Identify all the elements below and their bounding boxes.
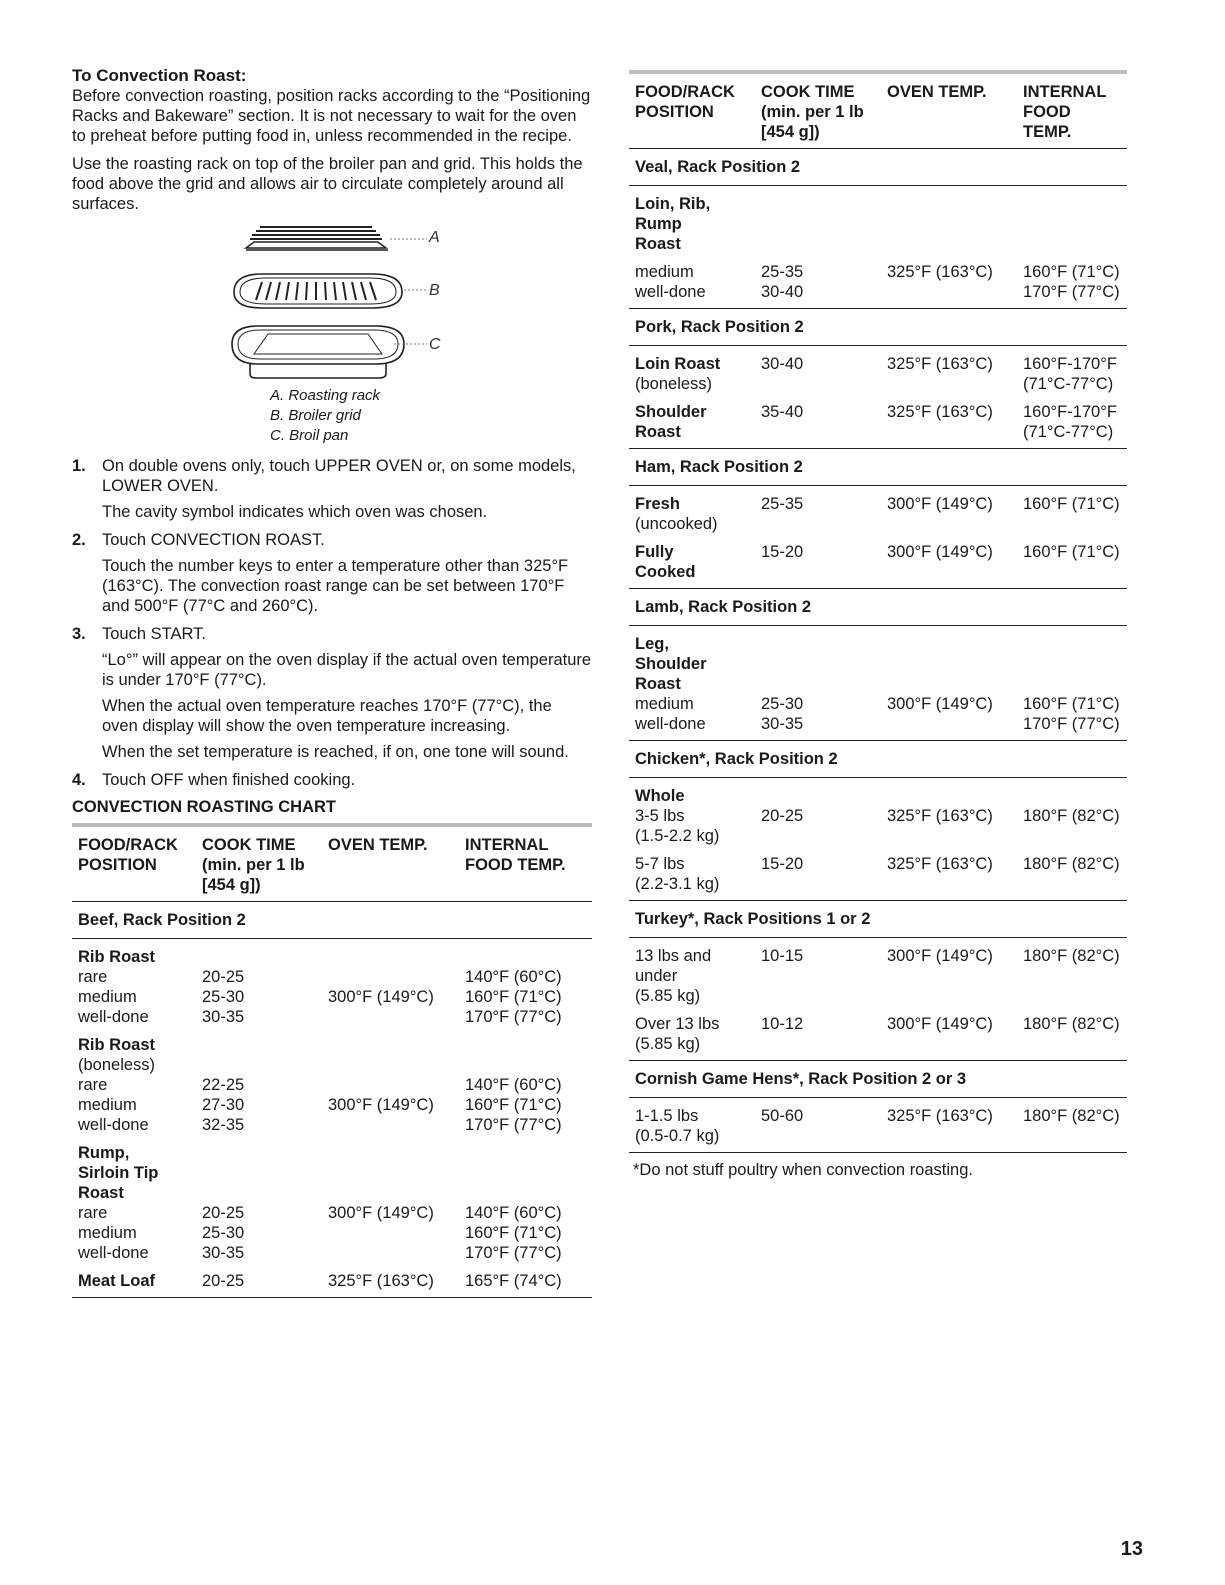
header-cook-time: COOK TIME (min. per 1 lb [454 g]) [755, 72, 881, 149]
roasting-rack-drawing [246, 226, 427, 250]
table-row [629, 626, 1127, 655]
chart-title: CONVECTION ROASTING CHART [72, 798, 336, 816]
food-cell: Cooked [629, 562, 755, 589]
internal-temp-cell [459, 1135, 592, 1163]
internal-temp-cell: 180°F (82°C) [1023, 807, 1120, 825]
right-column [629, 70, 1127, 1180]
internal-temp-cell [1017, 514, 1127, 534]
cook-time-cell: 25-30 [202, 1224, 245, 1242]
table-row [72, 1243, 592, 1263]
food-cell: (5.85 kg) [629, 1034, 755, 1061]
internal-temp-cell: 160°F-170°F [1023, 403, 1117, 421]
cook-time-cell: 30-40 [755, 282, 881, 309]
cook-time-cell [755, 214, 881, 234]
step-note: The cavity symbol indicates which oven was chosen. [102, 503, 488, 521]
food-cell: Roast [635, 235, 681, 253]
oven-temp-cell [322, 939, 459, 968]
internal-temp-cell [1017, 626, 1127, 655]
cook-time-cell [755, 234, 881, 254]
internal-temp-cell [1017, 966, 1127, 986]
food-cell: Rump [635, 215, 682, 233]
chart-section-row [629, 901, 1127, 938]
cook-time-cell [755, 1126, 881, 1153]
food-cell: Sirloin Tip [78, 1164, 159, 1182]
table-row [629, 1034, 1127, 1061]
internal-temp-cell: 160°F (71°C) [1023, 495, 1120, 513]
cook-time-cell: 30-35 [755, 714, 881, 741]
table-row [629, 778, 1127, 807]
table-row [629, 514, 1127, 534]
oven-temp-cell [881, 826, 1017, 846]
header-oven-temp: OVEN TEMP. [322, 825, 459, 902]
oven-temp-cell [881, 234, 1017, 254]
chart-section-title: Cornish Game Hens*, Rack Position 2 or 3 [629, 1061, 1127, 1098]
food-cell: Rump, [78, 1144, 130, 1162]
cook-time-cell: 30-35 [202, 1008, 245, 1026]
roasting-figure [72, 222, 592, 452]
oven-temp-cell: 325°F (163°C) [887, 263, 993, 281]
oven-temp-cell [881, 422, 1017, 449]
internal-temp-cell: 140°F (60°C) [465, 1204, 562, 1222]
cook-time-cell: 15-20 [761, 543, 804, 561]
food-cell: 5-7 lbs [635, 855, 685, 873]
oven-temp-cell: 300°F (149°C) [328, 1096, 434, 1114]
food-cell: medium [635, 695, 694, 713]
step-text: Touch OFF when finished cooking. [102, 771, 356, 789]
food-cell: Whole [635, 787, 685, 805]
chart-section-row [629, 309, 1127, 346]
cook-time-cell [755, 986, 881, 1006]
internal-temp-cell [1017, 186, 1127, 215]
food-cell: 13 lbs and [635, 947, 712, 965]
internal-temp-cell: (71°C-77°C) [1023, 375, 1114, 393]
internal-temp-cell: 140°F (60°C) [465, 1076, 562, 1094]
table-row [629, 254, 1127, 282]
oven-temp-cell [322, 967, 459, 987]
oven-temp-cell: 325°F (163°C) [887, 403, 993, 421]
oven-temp-cell: 325°F (163°C) [887, 355, 993, 373]
table-row [72, 1095, 592, 1115]
cook-time-cell: 22-25 [202, 1076, 245, 1094]
food-cell: Shoulder [635, 403, 707, 421]
table-row [629, 694, 1127, 714]
page-number: 13 [1120, 1538, 1143, 1560]
cook-time-cell [755, 514, 881, 534]
table-row [72, 1223, 592, 1243]
table-row [629, 422, 1127, 449]
oven-temp-cell: 325°F (163°C) [322, 1263, 459, 1298]
table-row [629, 1098, 1127, 1127]
cook-time-cell [196, 939, 322, 968]
internal-temp-cell [459, 1027, 592, 1055]
food-cell: Loin Roast [635, 355, 721, 373]
cook-time-cell: 25-35 [761, 495, 804, 513]
cook-time-cell: 20-25 [196, 1263, 322, 1298]
table-row [629, 674, 1127, 694]
food-cell: medium [78, 988, 137, 1006]
table-row [72, 1203, 592, 1223]
food-cell: (boneless) [635, 375, 713, 393]
table-row [72, 1007, 592, 1027]
food-cell: under [635, 967, 678, 985]
internal-temp-cell: 180°F (82°C) [1023, 1107, 1120, 1125]
food-cell: (5.85 kg) [635, 987, 701, 1005]
internal-temp-cell: 160°F (71°C) [465, 988, 562, 1006]
internal-temp-cell: 180°F (82°C) [1023, 855, 1120, 873]
internal-temp-cell [1017, 234, 1127, 254]
internal-temp-cell [1017, 562, 1127, 589]
internal-temp-cell: 180°F (82°C) [1023, 947, 1120, 965]
cook-time-cell: 10-15 [761, 947, 804, 965]
callout-b: B [429, 282, 440, 299]
oven-temp-cell [322, 1115, 459, 1135]
food-cell: Rib Roast [78, 948, 156, 966]
internal-temp-cell [459, 1055, 592, 1075]
food-cell: well-done [78, 1008, 149, 1026]
table-row [72, 1183, 592, 1203]
cook-time-cell [755, 826, 881, 846]
cook-time-cell: 20-25 [202, 968, 245, 986]
oven-temp-cell [322, 1135, 459, 1163]
food-cell: Roast [629, 422, 755, 449]
chart-section-row [629, 589, 1127, 626]
oven-temp-cell [881, 214, 1017, 234]
food-cell: well-done [629, 282, 755, 309]
internal-temp-cell: 170°F (77°C) [465, 1116, 562, 1134]
cook-time-cell: 30-35 [202, 1244, 245, 1262]
callout-a: A [429, 229, 440, 246]
header-oven-temp: OVEN TEMP. [881, 72, 1017, 149]
cook-time-cell: 20-25 [202, 1204, 245, 1222]
oven-temp-cell [881, 654, 1017, 674]
internal-temp-cell: 160°F (71°C) [1023, 543, 1120, 561]
cook-time-cell [755, 186, 881, 215]
food-cell: Fully [635, 543, 674, 561]
oven-temp-cell [881, 374, 1017, 394]
left-column [72, 66, 592, 1298]
oven-temp-cell [881, 874, 1017, 901]
oven-temp-cell: 300°F (149°C) [887, 1015, 993, 1033]
table-row [629, 874, 1127, 901]
food-cell: Fresh [635, 495, 680, 513]
internal-temp-cell [1017, 1034, 1127, 1061]
cook-time-cell [755, 374, 881, 394]
table-row [629, 966, 1127, 986]
chart-section-title: Lamb, Rack Position 2 [629, 589, 1127, 626]
callout-c: C [429, 336, 441, 353]
table-row [629, 714, 1127, 741]
table-row [629, 486, 1127, 515]
cook-time-cell [755, 874, 881, 901]
oven-temp-cell [881, 514, 1017, 534]
oven-temp-cell: 325°F (163°C) [887, 855, 993, 873]
cook-time-cell [755, 422, 881, 449]
internal-temp-cell: 170°F (77°C) [1017, 282, 1127, 309]
food-cell: well-done [78, 1116, 149, 1134]
oven-temp-cell [881, 1034, 1017, 1061]
food-cell: Roast [635, 675, 681, 693]
cook-time-cell [755, 1034, 881, 1061]
convection-roasting-chart-left [72, 823, 592, 1298]
food-cell: well-done [629, 714, 755, 741]
internal-temp-cell: 160°F (71°C) [1023, 263, 1120, 281]
oven-temp-cell: 300°F (149°C) [887, 947, 993, 965]
cook-time-cell [196, 1163, 322, 1183]
step-number: 2. [72, 531, 86, 549]
food-cell: (2.2-3.1 kg) [629, 874, 755, 901]
table-row [72, 939, 592, 968]
cook-time-cell [755, 674, 881, 694]
chart-section-row [629, 149, 1127, 186]
internal-temp-cell: 160°F (71°C) [1023, 695, 1120, 713]
oven-temp-cell [881, 778, 1017, 807]
table-row [629, 562, 1127, 589]
step-item [72, 624, 592, 762]
section-heading: To Convection Roast: [72, 66, 247, 85]
table-row [72, 1263, 592, 1298]
cook-time-cell [196, 1183, 322, 1203]
step-text: On double ovens only, touch UPPER OVEN or, on some models, LOWER OVEN. [102, 457, 576, 495]
oven-temp-cell: 300°F (149°C) [328, 1204, 434, 1222]
oven-temp-cell [881, 626, 1017, 655]
internal-temp-cell: 170°F (77°C) [1017, 714, 1127, 741]
table-row [629, 654, 1127, 674]
internal-temp-cell: 160°F (71°C) [465, 1096, 562, 1114]
intro-paragraph-2: Use the roasting rack on top of the broiler pan and grid. This holds the food above the grid and allows air to circulate completely around all surfaces. [72, 155, 583, 213]
broiler-grid-drawing [234, 274, 427, 308]
food-cell: medium [635, 263, 694, 281]
header-internal-temp: INTERNAL FOOD TEMP. [459, 825, 592, 902]
oven-temp-cell [322, 1163, 459, 1183]
header-internal-temp: INTERNAL FOOD TEMP. [1017, 72, 1127, 149]
table-row [629, 938, 1127, 967]
table-row [72, 1163, 592, 1183]
oven-temp-cell [881, 714, 1017, 741]
food-cell: (1.5-2.2 kg) [635, 827, 720, 845]
table-row [629, 186, 1127, 215]
cook-time-cell: 25-30 [202, 988, 245, 1006]
footnote: *Do not stuff poultry when convection roasting. [633, 1161, 973, 1179]
cook-time-cell [196, 1055, 322, 1075]
internal-temp-cell [1017, 826, 1127, 846]
food-cell: (0.5-0.7 kg) [629, 1126, 755, 1153]
header-food-rack: FOOD/RACK POSITION [629, 72, 755, 149]
step-note: When the actual oven temperature reaches 170°F (77°C), the oven display will show the oven temperature increasing. [102, 697, 552, 735]
cook-time-cell [755, 562, 881, 589]
table-row [72, 1115, 592, 1135]
cook-time-cell: 25-35 [761, 263, 804, 281]
oven-temp-cell [881, 986, 1017, 1006]
cook-time-cell: 27-30 [202, 1096, 245, 1114]
convection-roasting-chart-right [629, 70, 1127, 1153]
oven-temp-cell: 300°F (149°C) [887, 695, 993, 713]
oven-temp-cell [881, 282, 1017, 309]
table-row [72, 987, 592, 1007]
cook-time-cell: 10-12 [761, 1015, 804, 1033]
table-row [629, 1126, 1127, 1153]
internal-temp-cell: (71°C-77°C) [1017, 422, 1127, 449]
oven-temp-cell [322, 1223, 459, 1243]
step-note: “Lo°” will appear on the oven display if the actual oven temperature is under 170°F (77°C). [102, 651, 592, 689]
intro-paragraph-1: Before convection roasting, position racks according to the “Positioning Racks and Bakeware” section. It is not necessary to wait for the oven to preheat before putting food in, unless recommended in the recipe. [72, 87, 591, 145]
oven-temp-cell [881, 966, 1017, 986]
internal-temp-cell: 170°F (77°C) [465, 1244, 562, 1262]
cook-time-cell [755, 626, 881, 655]
internal-temp-cell [1017, 778, 1127, 807]
table-row [629, 214, 1127, 234]
internal-temp-cell: 140°F (60°C) [465, 968, 562, 986]
food-cell: medium [78, 1096, 137, 1114]
cook-time-cell [196, 1027, 322, 1055]
food-cell: well-done [78, 1244, 149, 1262]
chart-section-row [72, 902, 592, 939]
cook-time-cell [755, 654, 881, 674]
cook-time-cell: 15-20 [761, 855, 804, 873]
step-number: 3. [72, 625, 86, 643]
step-item [72, 770, 592, 790]
food-cell: (boneless) [78, 1056, 156, 1074]
internal-temp-cell [1017, 1126, 1127, 1153]
internal-temp-cell [1017, 874, 1127, 901]
food-cell: Meat Loaf [72, 1263, 196, 1298]
food-cell: Loin, Rib, [635, 195, 711, 213]
internal-temp-cell: 160°F (71°C) [465, 1224, 562, 1242]
oven-temp-cell [322, 1055, 459, 1075]
internal-temp-cell [459, 1183, 592, 1203]
oven-temp-cell [322, 1183, 459, 1203]
oven-temp-cell [881, 562, 1017, 589]
chart-section-title: Turkey*, Rack Positions 1 or 2 [629, 901, 1127, 938]
food-cell: Rib Roast [78, 1036, 156, 1054]
cook-time-cell: 32-35 [202, 1116, 245, 1134]
chart-section-row [629, 449, 1127, 486]
step-item [72, 456, 592, 522]
table-row [629, 534, 1127, 562]
step-text: Touch START. [102, 625, 206, 643]
food-cell: Leg, [635, 635, 669, 653]
table-row [72, 1135, 592, 1163]
table-row [629, 374, 1127, 394]
cook-time-cell: 25-30 [761, 695, 804, 713]
chart-section-title: Veal, Rack Position 2 [629, 149, 1127, 186]
oven-temp-cell: 300°F (149°C) [328, 988, 434, 1006]
table-row [629, 826, 1127, 846]
oven-temp-cell: 325°F (163°C) [887, 1107, 993, 1125]
oven-temp-cell [322, 1075, 459, 1095]
instruction-steps [72, 456, 592, 790]
food-cell: rare [78, 968, 108, 986]
step-item [72, 530, 592, 616]
chart-section-row [629, 741, 1127, 778]
oven-temp-cell [322, 1027, 459, 1055]
chart-section-title: Pork, Rack Position 2 [629, 309, 1127, 346]
food-cell: Over 13 lbs [635, 1015, 720, 1033]
step-number: 4. [72, 771, 86, 789]
food-cell: 1-1.5 lbs [635, 1107, 699, 1125]
food-cell: (uncooked) [635, 515, 718, 533]
header-food-rack: FOOD/RACK POSITION [72, 825, 196, 902]
step-note: When the set temperature is reached, if on, one tone will sound. [102, 743, 569, 761]
internal-temp-cell: 165°F (74°C) [459, 1263, 592, 1298]
table-row [72, 1027, 592, 1055]
cook-time-cell: 50-60 [761, 1107, 804, 1125]
oven-temp-cell: 300°F (149°C) [887, 543, 993, 561]
header-cook-time: COOK TIME (min. per 1 lb [454 g]) [196, 825, 322, 902]
food-cell: 3-5 lbs [635, 807, 685, 825]
oven-temp-cell [881, 674, 1017, 694]
oven-temp-cell [881, 1126, 1017, 1153]
table-row [629, 282, 1127, 309]
food-cell: Roast [78, 1184, 124, 1202]
cook-time-cell: 35-40 [761, 403, 804, 421]
table-row [629, 806, 1127, 826]
internal-temp-cell [1017, 674, 1127, 694]
caption-broil-pan: C. Broil pan [270, 427, 349, 444]
internal-temp-cell [459, 1163, 592, 1183]
internal-temp-cell [1017, 214, 1127, 234]
table-row [72, 1055, 592, 1075]
cook-time-cell: 20-25 [761, 807, 804, 825]
internal-temp-cell: 160°F-170°F [1023, 355, 1117, 373]
internal-temp-cell: 170°F (77°C) [465, 1008, 562, 1026]
table-row [629, 1006, 1127, 1034]
food-cell: rare [78, 1076, 108, 1094]
table-row [72, 967, 592, 987]
internal-temp-cell [1017, 654, 1127, 674]
table-row [629, 986, 1127, 1006]
food-cell: rare [78, 1204, 108, 1222]
internal-temp-cell [1017, 986, 1127, 1006]
internal-temp-cell: 180°F (82°C) [1023, 1015, 1120, 1033]
oven-temp-cell [322, 1007, 459, 1027]
cook-time-cell: 30-40 [761, 355, 804, 373]
table-row [72, 1075, 592, 1095]
table-row [629, 234, 1127, 254]
food-cell: Shoulder [635, 655, 707, 673]
caption-roasting-rack: A. Roasting rack [270, 387, 381, 404]
cook-time-cell [196, 1135, 322, 1163]
oven-temp-cell: 325°F (163°C) [887, 807, 993, 825]
chart-section-title: Chicken*, Rack Position 2 [629, 741, 1127, 778]
oven-temp-cell [322, 1243, 459, 1263]
oven-temp-cell: 300°F (149°C) [887, 495, 993, 513]
table-row [629, 394, 1127, 422]
chart-section-title: Beef, Rack Position 2 [72, 902, 592, 939]
cook-time-cell [755, 966, 881, 986]
step-note: Touch the number keys to enter a temperature other than 325°F (163°C). The convection roast range can be set between 170°F and 500°F (77°C and 260°C). [102, 557, 569, 615]
internal-temp-cell [459, 939, 592, 968]
step-text: Touch CONVECTION ROAST. [102, 531, 325, 549]
step-number: 1. [72, 457, 86, 475]
cook-time-cell [755, 778, 881, 807]
chart-section-title: Ham, Rack Position 2 [629, 449, 1127, 486]
oven-temp-cell [881, 186, 1017, 215]
table-row [629, 846, 1127, 874]
chart-section-row [629, 1061, 1127, 1098]
broil-pan-drawing [232, 326, 427, 378]
caption-broiler-grid: B. Broiler grid [270, 407, 361, 424]
table-row [629, 346, 1127, 375]
food-cell: medium [78, 1224, 137, 1242]
